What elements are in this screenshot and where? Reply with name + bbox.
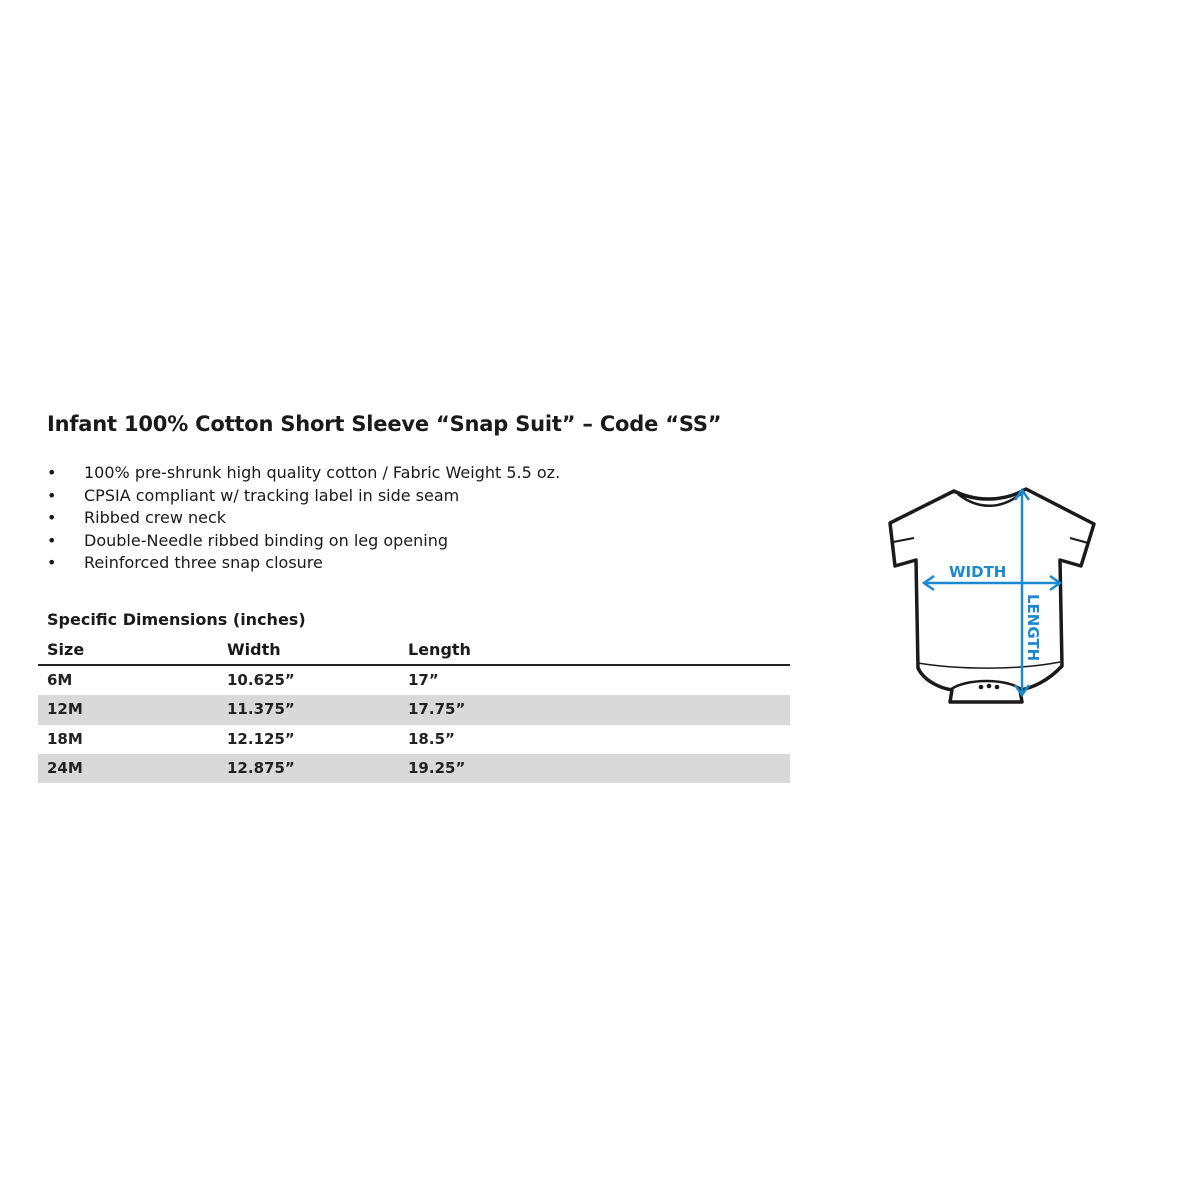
length-cell: 17”: [408, 671, 439, 689]
column-header-width: Width: [227, 640, 281, 659]
column-header-length: Length: [408, 640, 471, 659]
length-cell: 18.5”: [408, 729, 455, 748]
width-cell: 12.125”: [227, 729, 295, 748]
bullet-icon: •: [47, 530, 57, 550]
width-label: WIDTH: [949, 563, 1007, 581]
length-cell: 17.75”: [408, 700, 466, 719]
size-table: [38, 636, 790, 783]
length-label: LENGTH: [1024, 594, 1042, 662]
table-header: [38, 636, 790, 666]
feature-text: 100% pre-shrunk high quality cotton / Fabric Weight 5.5 oz.: [84, 463, 561, 482]
size-cell: 24M: [47, 758, 83, 777]
table-row: [38, 754, 790, 783]
feature-text: Double-Needle ribbed binding on leg opening: [84, 530, 449, 550]
bullet-icon: •: [47, 508, 57, 528]
size-cell: 18M: [47, 729, 83, 748]
bullet-icon: •: [47, 485, 57, 505]
feature-text: Ribbed crew neck: [84, 508, 227, 528]
bullet-icon: •: [47, 553, 57, 573]
length-cell: 19.25”: [408, 758, 466, 777]
size-cell: 6M: [47, 671, 73, 689]
onesie-outline: [890, 489, 1094, 702]
snap-icon: [987, 684, 992, 689]
table-row: [38, 695, 790, 724]
snap-icon: [979, 685, 984, 690]
feature-text: Reinforced three snap closure: [84, 553, 323, 573]
product-title: Infant 100% Cotton Short Sleeve “Snap Suit” – Code “SS”: [47, 412, 722, 436]
width-cell: 12.875”: [227, 758, 295, 777]
width-cell: 10.625”: [227, 671, 295, 689]
snap-icon: [995, 685, 1000, 690]
table-row: [38, 725, 790, 754]
feature-text: CPSIA compliant w/ tracking label in side seam: [84, 485, 460, 505]
dimensions-heading: Specific Dimensions (inches): [47, 610, 306, 629]
size-cell: 12M: [47, 700, 83, 719]
table-row: [38, 666, 790, 695]
column-header-size: Size: [47, 640, 85, 659]
width-cell: 11.375”: [227, 700, 295, 719]
bullet-icon: •: [47, 463, 57, 482]
onesie-measurement-diagram: [880, 480, 1105, 715]
